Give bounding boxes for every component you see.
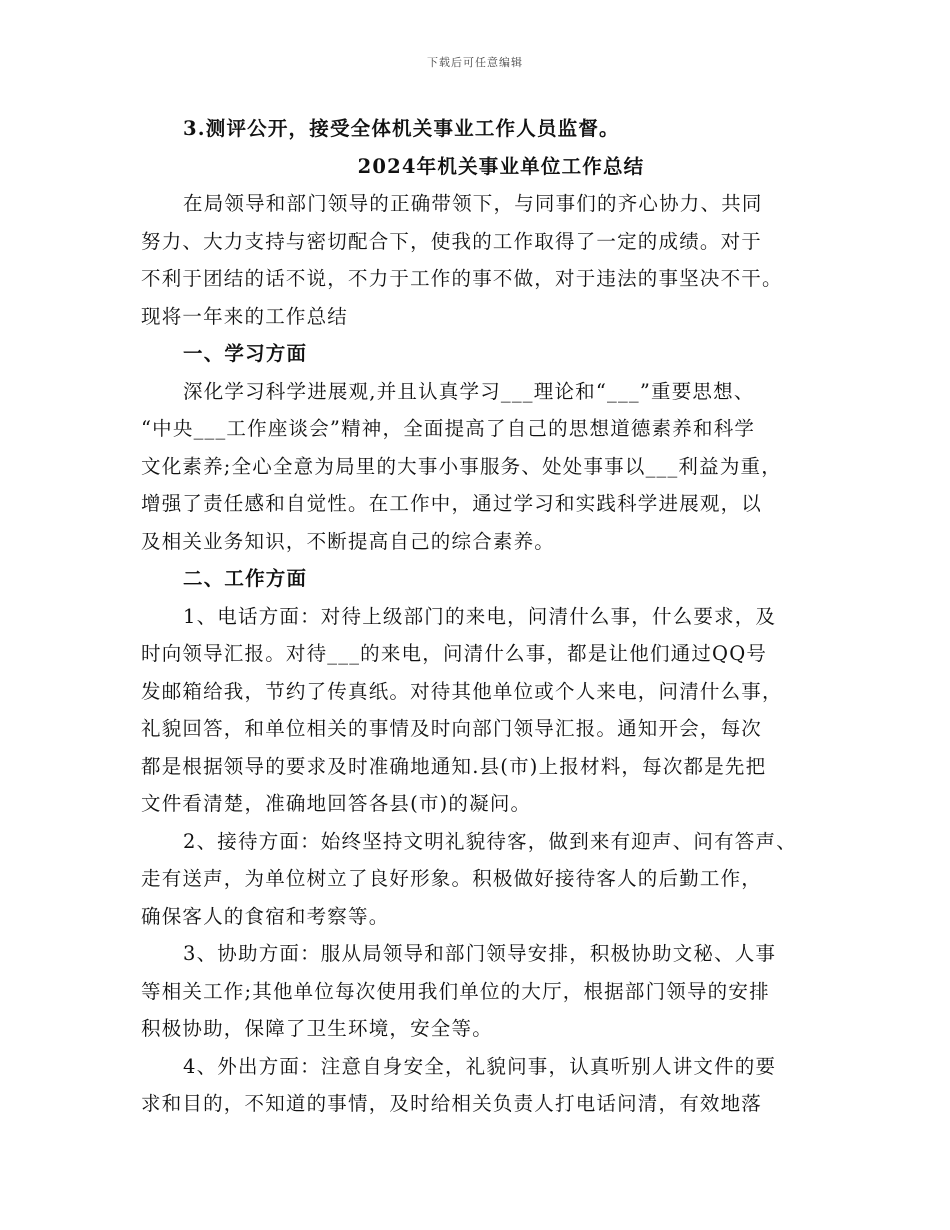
reception-paragraph-line: 确保客人的食宿和考察等。 <box>141 904 390 928</box>
header-note: 下载后可任意编辑 <box>427 56 523 69</box>
section-heading-study: 一、学习方面 <box>183 342 308 365</box>
phone-paragraph-line: 文件看清楚，准确地回答各县(市)的凝问。 <box>141 792 532 815</box>
study-paragraph-line: 深化学习科学进展观,并且认真学习___理论和“___”重要思想、 <box>183 379 755 403</box>
evaluation-point: 3.测评公开，接受全体机关事业工作人员监督。 <box>183 117 620 140</box>
assist-paragraph-line: 积极协助，保障了卫生环境，安全等。 <box>141 1017 493 1040</box>
section-heading-work: 二、工作方面 <box>183 567 308 590</box>
document-body <box>141 110 821 1123</box>
study-paragraph-line: 增强了责任感和自觉性。在工作中，通过学习和实践科学进展观，以 <box>141 492 763 515</box>
phone-paragraph-line: 1、电话方面：对待上级部门的来电，问清什么事，什么要求，及 <box>183 604 777 628</box>
study-paragraph-line: “中央___工作座谈会”精神，全面提高了自己的思想道德素养和科学 <box>141 417 756 440</box>
intro-paragraph-line: 在局领导和部门领导的正确带领下，与同事们的齐心协力、共同 <box>183 192 763 215</box>
assist-paragraph-line: 3、协助方面：服从局领导和部门领导安排，积极协助文秘、人事 <box>183 942 777 965</box>
phone-paragraph-line: 发邮箱给我，节约了传真纸。对待其他单位或个人来电，问清什么事， <box>141 679 783 703</box>
outing-paragraph-line: 求和目的，不知道的事情，及时给相关负责人打电话问清，有效地落 <box>141 1092 763 1115</box>
reception-paragraph-line: 2、接待方面：始终坚持文明礼貌待客，做到来有迎声、问有答声、 <box>183 829 797 853</box>
outing-paragraph-line: 4、外出方面：注意自身安全，礼貌问事，认真听别人讲文件的要 <box>183 1054 777 1078</box>
intro-paragraph-line: 努力、大力支持与密切配合下，使我的工作取得了一定的成绩。对于 <box>141 229 763 253</box>
assist-paragraph-line: 等相关工作;其他单位每次使用我们单位的大厅，根据部门领导的安排 <box>141 979 770 1003</box>
document-title: 2024年机关事业单位工作总结 <box>357 154 645 178</box>
phone-paragraph-line: 时向领导汇报。对待___的来电，问清什么事，都是让他们通过QQ号 <box>141 642 768 665</box>
phone-paragraph-line: 都是根据领导的要求及时准确地通知.县(市)上报材料，每次都是先把 <box>141 754 767 778</box>
phone-paragraph-line: 礼貌回答，和单位相关的事情及时向部门领导汇报。通知开会，每次 <box>141 717 763 740</box>
study-paragraph-line: 文化素养;全心全意为局里的大事小事服务、处处事事以___利益为重， <box>141 454 782 478</box>
intro-paragraph-line: 现将一年来的工作总结 <box>141 304 349 328</box>
study-paragraph-line: 及相关业务知识，不断提高自己的综合素养。 <box>141 529 556 553</box>
intro-paragraph-line: 不利于团结的话不说，不力于工作的事不做，对于违法的事坚决不干。 <box>141 267 783 290</box>
reception-paragraph-line: 走有送声，为单位树立了良好形象。积极做好接待客人的后勤工作， <box>141 867 763 890</box>
